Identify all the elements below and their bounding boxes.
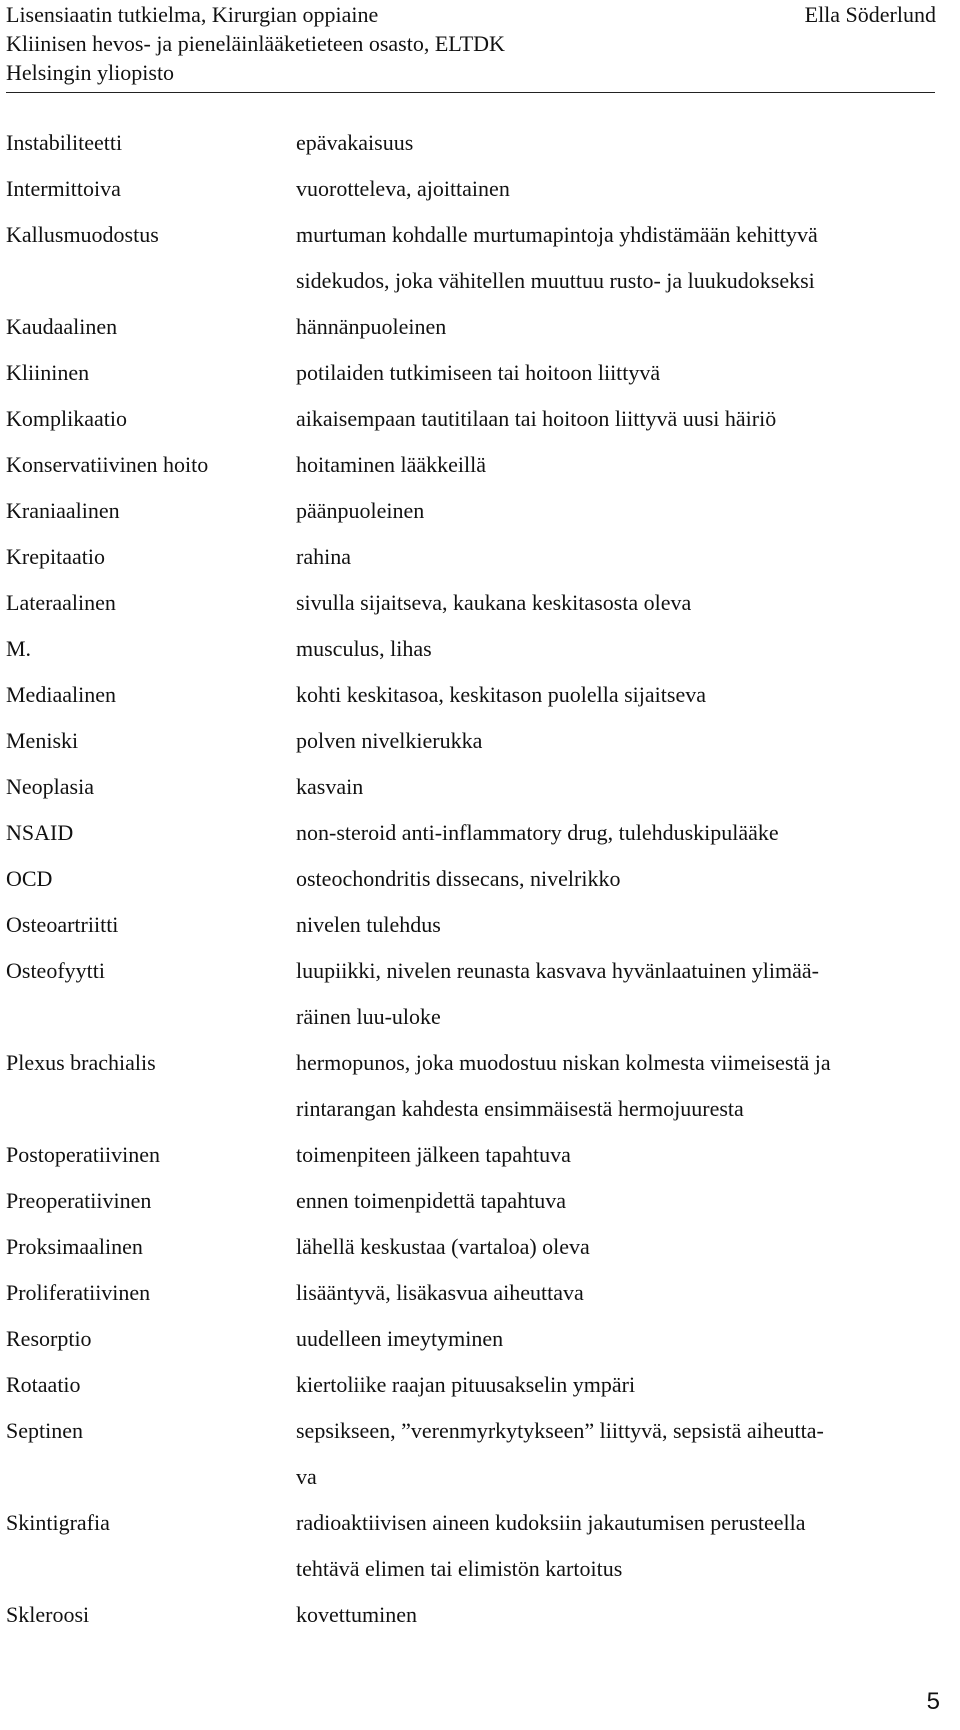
definition-line: lisääntyvä, lisäkasvua aiheuttava [296, 1280, 584, 1305]
definition-line: non-steroid anti-inflammatory drug, tulehduskipulääke [296, 820, 779, 845]
glossary-row [6, 856, 946, 902]
glossary-definition [296, 948, 946, 1040]
glossary-term: Proliferatiivinen [6, 1280, 151, 1305]
glossary-row [6, 396, 946, 442]
definition-line: musculus, lihas [296, 636, 432, 661]
definition-line: nivelen tulehdus [296, 912, 441, 937]
glossary-definition [296, 442, 946, 488]
glossary-term: Lateraalinen [6, 590, 116, 615]
glossary-term: Osteoartriitti [6, 912, 119, 937]
glossary-definition [296, 1224, 946, 1270]
glossary-definition [296, 534, 946, 580]
glossary-term: Intermittoiva [6, 176, 121, 201]
glossary-term: Neoplasia [6, 774, 94, 799]
definition-line: kiertoliike raajan pituusakselin ympäri [296, 1372, 636, 1397]
header-university-line: Helsingin yliopisto [6, 60, 175, 85]
glossary-row [6, 212, 946, 304]
glossary-row [6, 1592, 946, 1638]
definition-line: potilaiden tutkimiseen tai hoitoon liittyvä [296, 360, 661, 385]
glossary-row [6, 1316, 946, 1362]
glossary-definition [296, 120, 946, 166]
definition-line: polven nivelkierukka [296, 728, 483, 753]
glossary-row [6, 1500, 946, 1592]
definition-line: rintarangan kahdesta ensimmäisestä hermojuuresta [296, 1096, 744, 1121]
glossary-definition [296, 1362, 946, 1408]
glossary-definition [296, 626, 946, 672]
definition-line: sidekudos, joka vähitellen muuttuu rusto- ja luukudokseksi [296, 268, 815, 293]
glossary-row [6, 488, 946, 534]
glossary-row [6, 1362, 946, 1408]
glossary-definition [296, 350, 946, 396]
glossary-row [6, 902, 946, 948]
definition-line: ennen toimenpidettä tapahtuva [296, 1188, 567, 1213]
glossary-term: Rotaatio [6, 1372, 81, 1397]
glossary-definition [296, 1500, 946, 1592]
definition-line: kovettuminen [296, 1602, 417, 1627]
definition-line: murtuman kohdalle murtumapintoja yhdistämään kehittyvä [296, 222, 818, 247]
glossary-term: Kaudaalinen [6, 314, 118, 339]
glossary-definition [296, 1040, 946, 1132]
glossary-term: Kliininen [6, 360, 90, 385]
glossary-definition [296, 902, 946, 948]
definition-line: epävakaisuus [296, 130, 414, 155]
header-divider [6, 92, 935, 93]
glossary-term: Komplikaatio [6, 406, 127, 431]
glossary-definition [296, 396, 946, 442]
definition-line: rahina [296, 544, 351, 569]
glossary-definition [296, 166, 946, 212]
glossary-definition [296, 1178, 946, 1224]
definition-line: sivulla sijaitseva, kaukana keskitasosta oleva [296, 590, 692, 615]
glossary-term: Proksimaalinen [6, 1234, 143, 1259]
glossary-row [6, 1270, 946, 1316]
glossary-row [6, 442, 946, 488]
glossary-row [6, 1408, 946, 1500]
definition-line: kasvain [296, 774, 364, 799]
header-author: Ella Söderlund [804, 2, 936, 27]
definition-line: lähellä keskustaa (vartaloa) oleva [296, 1234, 590, 1259]
glossary-row [6, 304, 946, 350]
glossary-row [6, 120, 946, 166]
definition-line: hännänpuoleinen [296, 314, 447, 339]
glossary-term: Krepitaatio [6, 544, 105, 569]
glossary-definition [296, 810, 946, 856]
glossary-definition [296, 1592, 946, 1638]
glossary-term: Osteofyytti [6, 958, 105, 983]
glossary-term: Resorptio [6, 1326, 92, 1351]
glossary-term: Kallusmuodostus [6, 222, 159, 247]
glossary-row [6, 1178, 946, 1224]
definition-line: uudelleen imeytyminen [296, 1326, 504, 1351]
glossary-term: Kraniaalinen [6, 498, 120, 523]
glossary-row [6, 350, 946, 396]
definition-line: räinen luu-uloke [296, 1004, 441, 1029]
glossary-term: Skintigrafia [6, 1510, 110, 1535]
definition-line: aikaisempaan tautitilaan tai hoitoon liittyvä uusi häiriö [296, 406, 777, 431]
definition-line: sepsikseen, ”verenmyrkytykseen” liittyvä, sepsistä aiheutta- [296, 1418, 824, 1443]
definition-line: toimenpiteen jälkeen tapahtuva [296, 1142, 571, 1167]
glossary-term: Mediaalinen [6, 682, 116, 707]
definition-line: kohti keskitasoa, keskitason puolella sijaitseva [296, 682, 706, 707]
glossary-definition [296, 672, 946, 718]
header-department-line: Kliinisen hevos- ja pieneläinlääketieteen osasto, ELTDK [6, 31, 505, 56]
glossary-term: NSAID [6, 820, 74, 845]
glossary-term: OCD [6, 866, 53, 891]
glossary-row [6, 166, 946, 212]
page-number: 5 [926, 1688, 940, 1715]
glossary-definition [296, 1270, 946, 1316]
definition-line: vuorotteleva, ajoittainen [296, 176, 510, 201]
definition-line: päänpuoleinen [296, 498, 425, 523]
glossary-row [6, 1132, 946, 1178]
glossary-term: Preoperatiivinen [6, 1188, 152, 1213]
glossary-term: Instabiliteetti [6, 130, 123, 155]
glossary-term: Plexus brachialis [6, 1050, 156, 1075]
glossary-definition [296, 1316, 946, 1362]
definition-line: radioaktiivisen aineen kudoksiin jakautumisen perusteella [296, 1510, 806, 1535]
definition-line: hoitaminen lääkkeillä [296, 452, 486, 477]
glossary-row [6, 948, 946, 1040]
definition-line: va [296, 1464, 317, 1489]
definition-line: hermopunos, joka muodostuu niskan kolmesta viimeisestä ja [296, 1050, 831, 1075]
glossary-definition [296, 1408, 946, 1500]
glossary-row [6, 718, 946, 764]
glossary-row [6, 764, 946, 810]
definition-line: luupiikki, nivelen reunasta kasvava hyvänlaatuinen ylimää- [296, 958, 819, 983]
page-header [6, 0, 936, 87]
glossary-definition [296, 856, 946, 902]
glossary-term: Postoperatiivinen [6, 1142, 160, 1167]
glossary-row [6, 626, 946, 672]
definition-line: tehtävä elimen tai elimistön kartoitus [296, 1556, 623, 1581]
glossary-row [6, 1224, 946, 1270]
glossary-term: Konservatiivinen hoito [6, 452, 209, 477]
glossary-row [6, 534, 946, 580]
glossary-row [6, 580, 946, 626]
glossary-row [6, 672, 946, 718]
glossary-definition [296, 488, 946, 534]
glossary-row [6, 1040, 946, 1132]
glossary-definition [296, 718, 946, 764]
glossary-definition [296, 1132, 946, 1178]
glossary-definition [296, 580, 946, 626]
header-thesis-line: Lisensiaatin tutkielma, Kirurgian oppiaine [6, 2, 379, 27]
glossary-term: Septinen [6, 1418, 83, 1443]
glossary-list [6, 120, 946, 1638]
glossary-definition [296, 212, 946, 304]
definition-line: osteochondritis dissecans, nivelrikko [296, 866, 621, 891]
glossary-row [6, 810, 946, 856]
glossary-definition [296, 764, 946, 810]
glossary-definition [296, 304, 946, 350]
glossary-term: Meniski [6, 728, 79, 753]
glossary-term: Skleroosi [6, 1602, 90, 1627]
glossary-term: M. [6, 636, 32, 661]
